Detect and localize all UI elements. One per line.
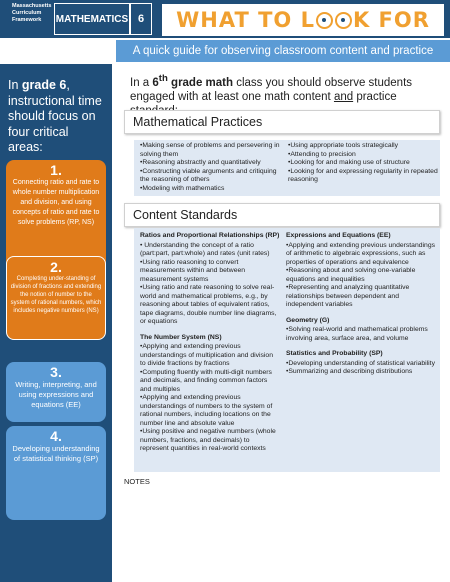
subject-tab: MATHEMATICS bbox=[54, 3, 130, 35]
domain-heading: Expressions and Equations (EE) bbox=[286, 232, 391, 239]
list-item: •Summarizing and describing distributions bbox=[286, 368, 413, 375]
sidebar-intro bbox=[8, 78, 106, 156]
focus-number: 2. bbox=[50, 259, 62, 275]
list-item: •Reasoning abstractly and quantitatively bbox=[140, 159, 261, 166]
page-title bbox=[176, 8, 430, 32]
content-panel bbox=[134, 228, 440, 472]
intro-text: , instructional time should focus on four critical areas: bbox=[8, 78, 102, 154]
practices-heading: Mathematical Practices bbox=[124, 110, 440, 134]
list-item: •Using ratio and rate reasoning to solve real-world and mathematical problems, e.g., by reasoning about tables of equivalent ratios, tape diagrams, double number line diagrams, or equations bbox=[140, 284, 277, 325]
list-item: •Attending to precision bbox=[288, 150, 356, 158]
content-col-2 bbox=[286, 232, 436, 377]
list-item: •Applying and extending previous understandings of numbers to the system of rational numbers, including locations on the number line and absolute value bbox=[140, 394, 273, 427]
list-item: • Understanding the concept of a ratio (part:part, part:whole) and rates (unit rates) bbox=[140, 241, 270, 257]
intro-sup: th bbox=[158, 73, 168, 84]
focus-text: Connecting ratio and rate to whole number multiplication and division, and using concepts of ratio and rate to solve problems (RP, NS) bbox=[12, 179, 100, 226]
content-heading: Content Standards bbox=[124, 203, 440, 227]
focus-number: 4. bbox=[50, 428, 62, 444]
focus-area-3 bbox=[6, 362, 106, 422]
practices-col-1 bbox=[140, 142, 280, 193]
focus-number: 1. bbox=[50, 162, 62, 178]
content-col-1 bbox=[140, 232, 280, 454]
focus-area-4 bbox=[6, 426, 106, 520]
list-item: •Using ratio reasoning to convert measurements within and between measurement systems bbox=[140, 258, 246, 283]
list-item: •Computing fluently with multi-digit numbers and decimals, and finding common factors and multiples bbox=[140, 368, 272, 393]
intro-and: and bbox=[333, 90, 354, 103]
focus-text: Writing, interpreting, and using expressions and equations (EE) bbox=[15, 380, 97, 409]
list-item: •Applying and extending previous understandings of multiplication and division to divide fractions by fractions bbox=[140, 343, 273, 367]
domain-heading: Geometry (G) bbox=[286, 316, 330, 324]
focus-number: 3. bbox=[50, 364, 62, 380]
grade-tab: 6 bbox=[130, 3, 152, 35]
title-banner bbox=[162, 4, 444, 36]
list-item: •Solving real-world and mathematical problems involving area, surface area, and volume bbox=[286, 326, 428, 342]
title-part-2: K FOR bbox=[352, 8, 430, 32]
practices-panel bbox=[134, 140, 440, 196]
list-item: •Representing and analyzing quantitative relationships between dependent and independent variables bbox=[286, 284, 410, 308]
focus-area-2 bbox=[6, 256, 106, 340]
title-part-1: WHAT TO L bbox=[176, 8, 315, 32]
header-bar bbox=[0, 0, 450, 38]
intro-subject: grade math bbox=[167, 76, 234, 89]
intro-text: class you should observe students engaged with at least one math content bbox=[130, 76, 413, 103]
focus-text: Developing understanding of statistical thinking (SP) bbox=[12, 444, 100, 463]
list-item: •Modeling with mathematics bbox=[140, 184, 225, 192]
notes-label: NOTES bbox=[124, 477, 150, 486]
focus-text: Completing under-standing of division of fractions and extending the notion of number to the system of rational numbers, which includes negative numbers (NS) bbox=[10, 276, 102, 314]
list-item: •Developing understanding of statistical variability bbox=[286, 359, 435, 367]
list-item: •Looking for and expressing regularity in repeated reasoning bbox=[288, 167, 438, 183]
list-item: •Using positive and negative numbers (whole numbers, fractions, and decimals) to represent quantities in real-world contexts bbox=[140, 428, 276, 452]
list-item: •Using appropriate tools strategically bbox=[288, 142, 399, 149]
domain-heading: Statistics and Probability (SP) bbox=[286, 350, 383, 357]
domain-heading: The Number System (NS) bbox=[140, 333, 222, 341]
intro-text: practice bbox=[356, 90, 397, 103]
intro-text: In bbox=[8, 78, 22, 92]
subtitle-band: A quick guide for observing classroom content and practice bbox=[116, 40, 450, 62]
intro-text: In a bbox=[130, 76, 153, 89]
sidebar bbox=[0, 64, 112, 582]
practices-col-2 bbox=[288, 142, 438, 185]
eye-icon bbox=[316, 12, 333, 29]
framework-label: Massachusetts Curriculum Framework bbox=[12, 3, 52, 23]
intro-grade: grade 6 bbox=[21, 78, 67, 92]
eye-icon bbox=[335, 12, 352, 29]
domain-heading: Ratios and Proportional Relationships (RP) bbox=[140, 232, 280, 239]
list-item: •Reasoning about and solving one-variable equations and inequalities bbox=[286, 267, 416, 283]
list-item: •Applying and extending previous understandings of arithmetic to algebraic expressions, such as properties of operations and equivalence bbox=[286, 241, 435, 266]
list-item: •Looking for and making use of structure bbox=[288, 159, 410, 166]
list-item: •Constructing viable arguments and critiquing the reasoning of others bbox=[140, 167, 277, 183]
intro-grade: 6 bbox=[152, 76, 159, 89]
list-item: •Making sense of problems and persevering in solving them bbox=[140, 142, 280, 158]
